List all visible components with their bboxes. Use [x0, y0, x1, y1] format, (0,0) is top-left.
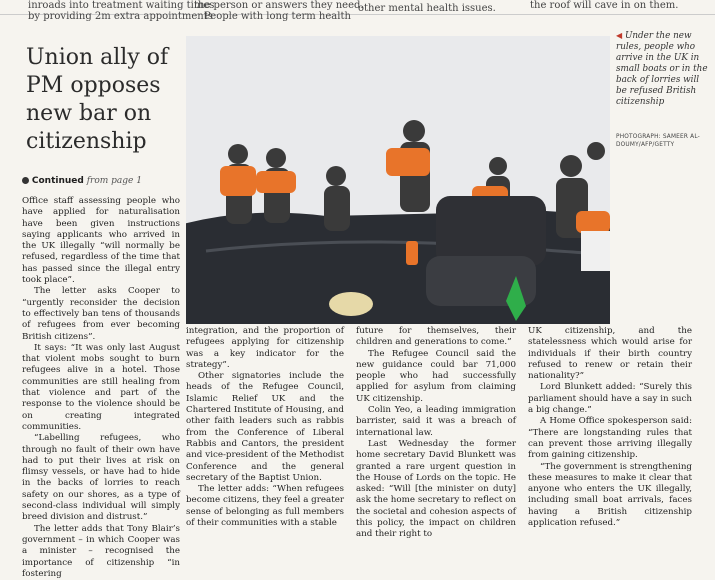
paragraph: Colin Yeo, a leading immigration barrister, said it was a breach of international law.: [356, 405, 516, 438]
headline-line: PM opposes: [26, 73, 161, 98]
continued-word: Continued: [31, 176, 84, 186]
paragraph: Other signatories include the heads of the Refugee Council, Islamic Relief UK and the Chartered Institute of Housing, and other faith leaders such as rabbis from the Conference of Liberal Rabbis and Cantors, the president and vice-president of the Methodist Conference and the general secretary of the Baptist Union.: [186, 371, 344, 483]
article-column-2: [186, 326, 344, 529]
paragraph: It says: “It was only last August that violent mobs sought to burn refugees alive in a hotel. Those communities are still healing from that violence and part of the response to the violence should be on creating integrated communities.: [22, 342, 180, 432]
headline-line: Union ally of: [26, 45, 169, 70]
paragraph: UK citizenship, and the statelessness which would arise for individuals if their birth country refused to renew or retain their nationality?”: [528, 326, 692, 382]
paragraph: The Refugee Council said the new guidance could bar 71,000 people who had successfully applied for asylum from claiming UK citizenship.: [356, 348, 516, 404]
continued-from: from page 1: [86, 176, 142, 186]
photo-caption: [616, 30, 708, 108]
article-column-4: [528, 326, 692, 529]
paragraph: The letter asks Cooper to “urgently reconsider the decision to effectively ban tens of thousands of refugees from ever becoming British citizens”.: [22, 286, 180, 342]
article-column-3: [356, 326, 516, 541]
migrant-boat-photo: [186, 36, 610, 324]
paragraph: The letter adds: “When refugees become citizens, they feel a greater sense of belonging as full members of their communities with a stable: [186, 484, 344, 529]
continued-label: [22, 176, 142, 186]
photo-illustration: [186, 36, 610, 324]
fragment-text: the roof will cave in on them.: [530, 0, 679, 11]
headline-line: citizenship: [26, 129, 147, 154]
fragment-text: by providing 2m extra appointments: [28, 11, 213, 22]
continued-circle-icon: [22, 177, 29, 184]
paragraph: “The government is strengthening these measures to make it clear that anyone who enters the UK illegally, including small boat arrivals, faces having a British citizenship application refused.”: [528, 461, 692, 529]
paragraph: “Labelling refugees, who through no fault of their own have had to put their lives at risk on flimsy vessels, or have had to hide in the backs of lorries to reach safety on our shores, as a type of second-class individual will simply breed division and distrust.”: [22, 433, 180, 523]
fragment-text: other mental health issues.: [358, 3, 496, 14]
article-column-1: [22, 196, 180, 580]
caption-text: Under the new rules, people who arrive in the UK in small boats or in the back of lorries will be refused British citizenship: [616, 31, 708, 107]
paragraph: Lord Blunkett added: “Surely this parliament should have a say in such a big change.”: [528, 382, 692, 416]
fragment-text: inroads into treatment waiting times: [28, 0, 215, 11]
photo-credit: PHOTOGRAPH: SAMEER AL-DOUMY/AFP/GETTY: [616, 134, 700, 148]
paragraph: Last Wednesday the former home secretary David Blunkett was granted a rare urgent question in the House of Lords on the topic. He asked: “Will [the minister on duty] ask the home secretary to reflect on the societal and cohesion aspects of this policy, the impact on children and their right to: [356, 438, 516, 540]
fragment-text: People with long term health: [204, 11, 351, 22]
headline: [26, 44, 196, 156]
paragraph: A Home Office spokesperson said: “There are longstanding rules that can prevent those arriving illegally from gaining citizenship.: [528, 416, 692, 461]
headline-line: new bar on: [26, 101, 152, 126]
fragment-text: the person or answers they need.: [194, 0, 364, 11]
paragraph: Office staff assessing people who have applied for naturalisation have been given instructions saying applicants who arrived in the UK illegally “will normally be refused, regardless of the time that has passed since the illegal entry took place”.: [22, 196, 180, 286]
caption-triangle-icon: ◀: [616, 31, 623, 40]
paragraph: The letter adds that Tony Blair’s government – in which Cooper was a minister – recognised the importance of citizenship “in fostering: [22, 523, 180, 579]
paragraph: future for themselves, their children and generations to come.”: [356, 326, 516, 348]
paragraph: integration, and the proportion of refugees applying for citizenship was a key indicator for the strategy”.: [186, 326, 344, 370]
